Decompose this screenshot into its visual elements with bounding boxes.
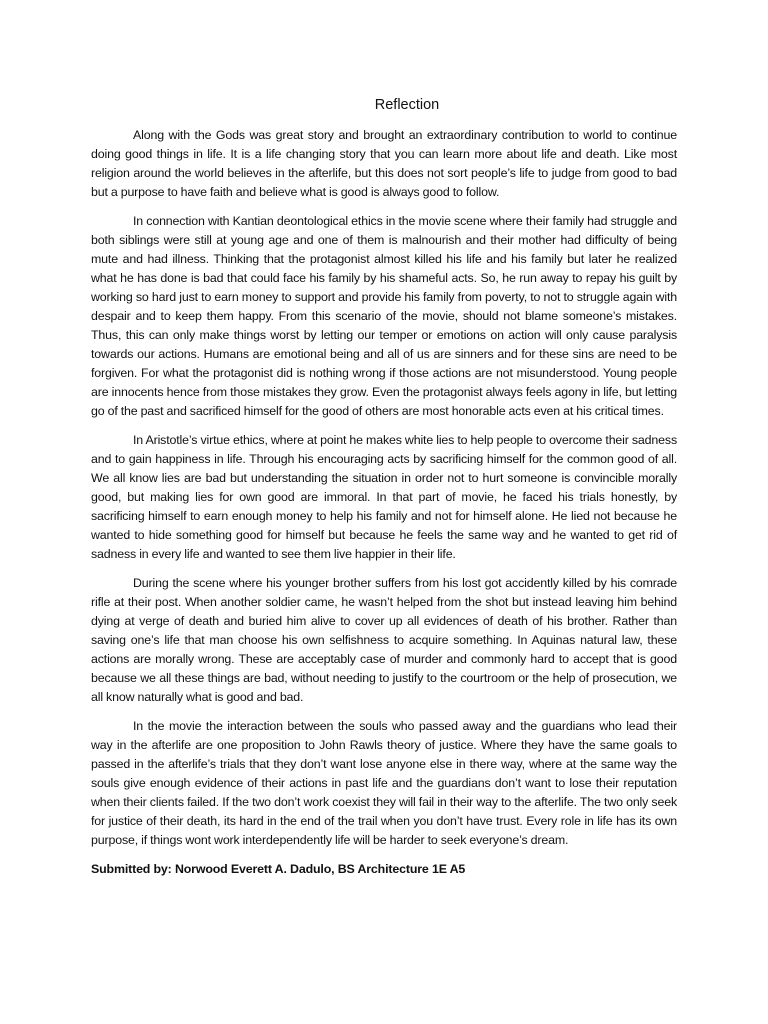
paragraph-theory-of-justice: In the movie the interaction between the souls who passed away and the guardians who lead their way in the afterlife are one proposition to John Rawls theory of justice. Where they have the same goals to passed in the afterlife’s trials that they don’t want lose anyone else in there way, where at the same way the souls give enough evidence of their actions in past life and the guardians don’t want to lose their reputation when their clients failed. If the two don’t work coexist they will fail in their way to the afterlife. The two only seek for justice of their death, its hard in the end of the trail when you don’t have trust. Every role in life has its own purpose, if things wont work interdependently life will be harder to seek everyone’s dream. <box>91 719 677 847</box>
paragraph-kantian-ethics: In connection with Kantian deontological ethics in the movie scene where their family had struggle and both siblings were still at young age and one of them is malnourish and their mother had difficulty of being mute and had illness. Thinking that the protagonist almost killed his life and his family but later he realized what he has done is bad that could face his family by his shameful acts. So, he run away to repay his guilt by working so hard just to earn money to support and provide his family from poverty, to not to struggle again with despair and to keep them happy. From this scenario of the movie, should not blame someone’s mistakes. Thus, this can only make things worst by letting our temper or emotions on action will only cause paralysis towards our actions. Humans are emotional being and all of us are sinners and for these sins are need to be forgiven. For what the protagonist did is nothing wrong if those actions are not misunderstood. Young people are innocents hence from those mistakes they grow. Even the protagonist always feels agony in life, but letting go of the past and sacrificed himself for the good of others are most honorable acts even at his critical times. <box>91 214 677 418</box>
submitted-by-line: Submitted by: Norwood Everett A. Dadulo, BS Architecture 1E A5 <box>91 862 466 876</box>
page-title: Reflection <box>374 97 440 113</box>
paragraph-intro: Along with the Gods was great story and brought an extraordinary contribution to world to continue doing good things in life. It is a life changing story that you can learn more about life and death. Like most religion around the world believes in the afterlife, but this does not sort people’s life to judge from good to bad but a purpose to have faith and believe what is good is always good to follow. <box>91 128 677 199</box>
document-body <box>91 126 677 879</box>
paragraph-virtue-ethics: In Aristotle’s virtue ethics, where at point he makes white lies to help people to overcome their sadness and to gain happiness in life. Through his encouraging acts by sacrificing himself for the common good of all. We all know lies are bad but understanding the situation in order not to hurt someone is convincible morally good, but making lies for own good are immoral. In that part of movie, he faced his trials honestly, by sacrificing himself to earn enough money to help his family and not for himself alone. He lied not because he wanted to hide something good for himself but because he feels the same way and he wanted to get rid of sadness in every life and wanted to see them live happier in their life. <box>91 433 677 561</box>
paragraph-natural-law: During the scene where his younger brother suffers from his lost got accidently killed by his comrade rifle at their post. When another soldier came, he wasn’t helped from the shot but instead leaving him behind dying at verge of death and buried him alive to cover up all evidences of death of his brother. Rather than saving one’s life that man choose his own selfishness to acquire something. In Aquinas natural law, these actions are morally wrong. These are acceptably case of murder and commonly hard to accept that is good because we all these things are bad, without needing to justify to the courtroom or the help of prosecution, we all know naturally what is good and bad. <box>91 576 677 704</box>
